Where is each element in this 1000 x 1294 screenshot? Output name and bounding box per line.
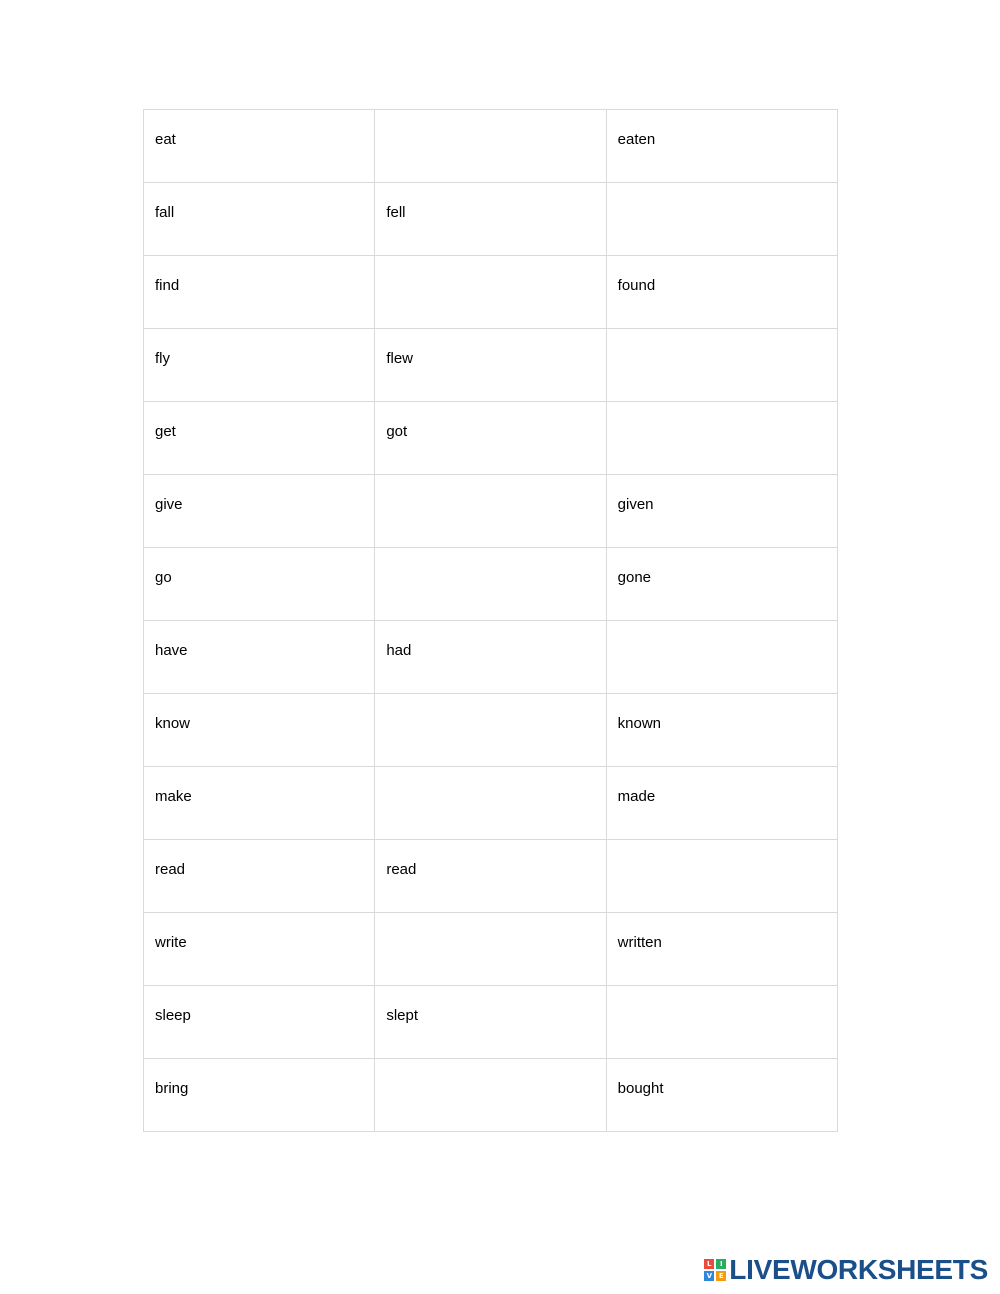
cell-text (386, 475, 605, 496)
cell-text (618, 840, 837, 861)
base-form-cell (144, 475, 375, 548)
base-form-cell (144, 402, 375, 475)
cell-text: fell (386, 204, 406, 221)
cell-text: got (386, 423, 408, 440)
table-row (144, 986, 838, 1059)
logo-block: E (716, 1271, 726, 1281)
table-row (144, 110, 838, 183)
logo-blocks-icon (704, 1259, 726, 1281)
past-simple-cell[interactable] (375, 767, 606, 840)
cell-text (386, 694, 605, 715)
past-simple-cell[interactable] (375, 913, 606, 986)
table-row (144, 913, 838, 986)
cell-text: gone (617, 569, 652, 586)
logo-block: L (704, 1259, 714, 1269)
base-form-cell (144, 767, 375, 840)
cell-text: go (155, 569, 172, 586)
base-form-cell (144, 840, 375, 913)
cell-text (386, 913, 605, 934)
past-simple-cell[interactable] (375, 694, 606, 767)
cell-text: had (386, 642, 412, 659)
base-form-cell (144, 110, 375, 183)
cell-text (618, 183, 837, 204)
table-row (144, 475, 838, 548)
cell-text: bring (155, 1080, 189, 1097)
past-simple-cell (375, 329, 606, 402)
cell-text: given (617, 496, 654, 513)
table-row (144, 694, 838, 767)
table-row (144, 1059, 838, 1132)
past-participle-cell[interactable] (606, 840, 837, 913)
cell-text (386, 548, 605, 569)
past-simple-cell (375, 621, 606, 694)
cell-text (618, 986, 837, 1007)
cell-text (618, 329, 837, 350)
liveworksheets-logo[interactable] (704, 1254, 988, 1286)
base-form-cell (144, 256, 375, 329)
cell-text: read (155, 861, 186, 878)
table-row (144, 256, 838, 329)
cell-text: make (155, 788, 192, 805)
cell-text: get (155, 423, 176, 440)
cell-text: fall (155, 204, 175, 221)
cell-text: flew (386, 350, 414, 367)
cell-text: read (386, 861, 417, 878)
past-simple-cell (375, 402, 606, 475)
cell-text: made (617, 788, 656, 805)
cell-text: slept (386, 1007, 419, 1024)
past-participle-cell[interactable] (606, 183, 837, 256)
verb-table (143, 109, 838, 1132)
table-row (144, 329, 838, 402)
cell-text: eat (155, 131, 176, 148)
logo-block: I (716, 1259, 726, 1269)
past-simple-cell[interactable] (375, 548, 606, 621)
past-participle-cell (606, 548, 837, 621)
past-participle-cell (606, 1059, 837, 1132)
cell-text: have (155, 642, 188, 659)
table-row (144, 767, 838, 840)
cell-text (386, 256, 605, 277)
cell-text: write (155, 934, 187, 951)
cell-text: find (155, 277, 180, 294)
cell-text (386, 1059, 605, 1080)
base-form-cell (144, 986, 375, 1059)
table-row (144, 402, 838, 475)
cell-text: eaten (617, 131, 656, 148)
past-participle-cell (606, 475, 837, 548)
base-form-cell (144, 913, 375, 986)
past-simple-cell[interactable] (375, 1059, 606, 1132)
past-participle-cell (606, 256, 837, 329)
cell-text: sleep (155, 1007, 191, 1024)
cell-text: give (155, 496, 183, 513)
base-form-cell (144, 1059, 375, 1132)
cell-text: found (617, 277, 656, 294)
base-form-cell (144, 621, 375, 694)
past-participle-cell (606, 767, 837, 840)
past-participle-cell (606, 694, 837, 767)
past-participle-cell[interactable] (606, 621, 837, 694)
base-form-cell (144, 329, 375, 402)
table-row (144, 548, 838, 621)
table-row (144, 840, 838, 913)
cell-text (618, 402, 837, 423)
past-participle-cell[interactable] (606, 402, 837, 475)
cell-text: know (155, 715, 191, 732)
past-simple-cell (375, 986, 606, 1059)
base-form-cell (144, 694, 375, 767)
past-simple-cell[interactable] (375, 256, 606, 329)
logo-text: LIVEWORKSHEETS (729, 1254, 988, 1285)
past-participle-cell[interactable] (606, 986, 837, 1059)
table-row (144, 183, 838, 256)
cell-text (386, 767, 605, 788)
cell-text: known (617, 715, 662, 732)
cell-text (618, 621, 837, 642)
cell-text (386, 110, 605, 131)
past-simple-cell[interactable] (375, 110, 606, 183)
past-simple-cell (375, 183, 606, 256)
past-simple-cell[interactable] (375, 475, 606, 548)
past-participle-cell[interactable] (606, 329, 837, 402)
table-row (144, 621, 838, 694)
base-form-cell (144, 548, 375, 621)
past-participle-cell (606, 110, 837, 183)
cell-text: written (617, 934, 662, 951)
past-participle-cell (606, 913, 837, 986)
cell-text: fly (155, 350, 170, 367)
logo-block: V (704, 1271, 714, 1281)
past-simple-cell (375, 840, 606, 913)
base-form-cell (144, 183, 375, 256)
cell-text: bought (617, 1080, 664, 1097)
